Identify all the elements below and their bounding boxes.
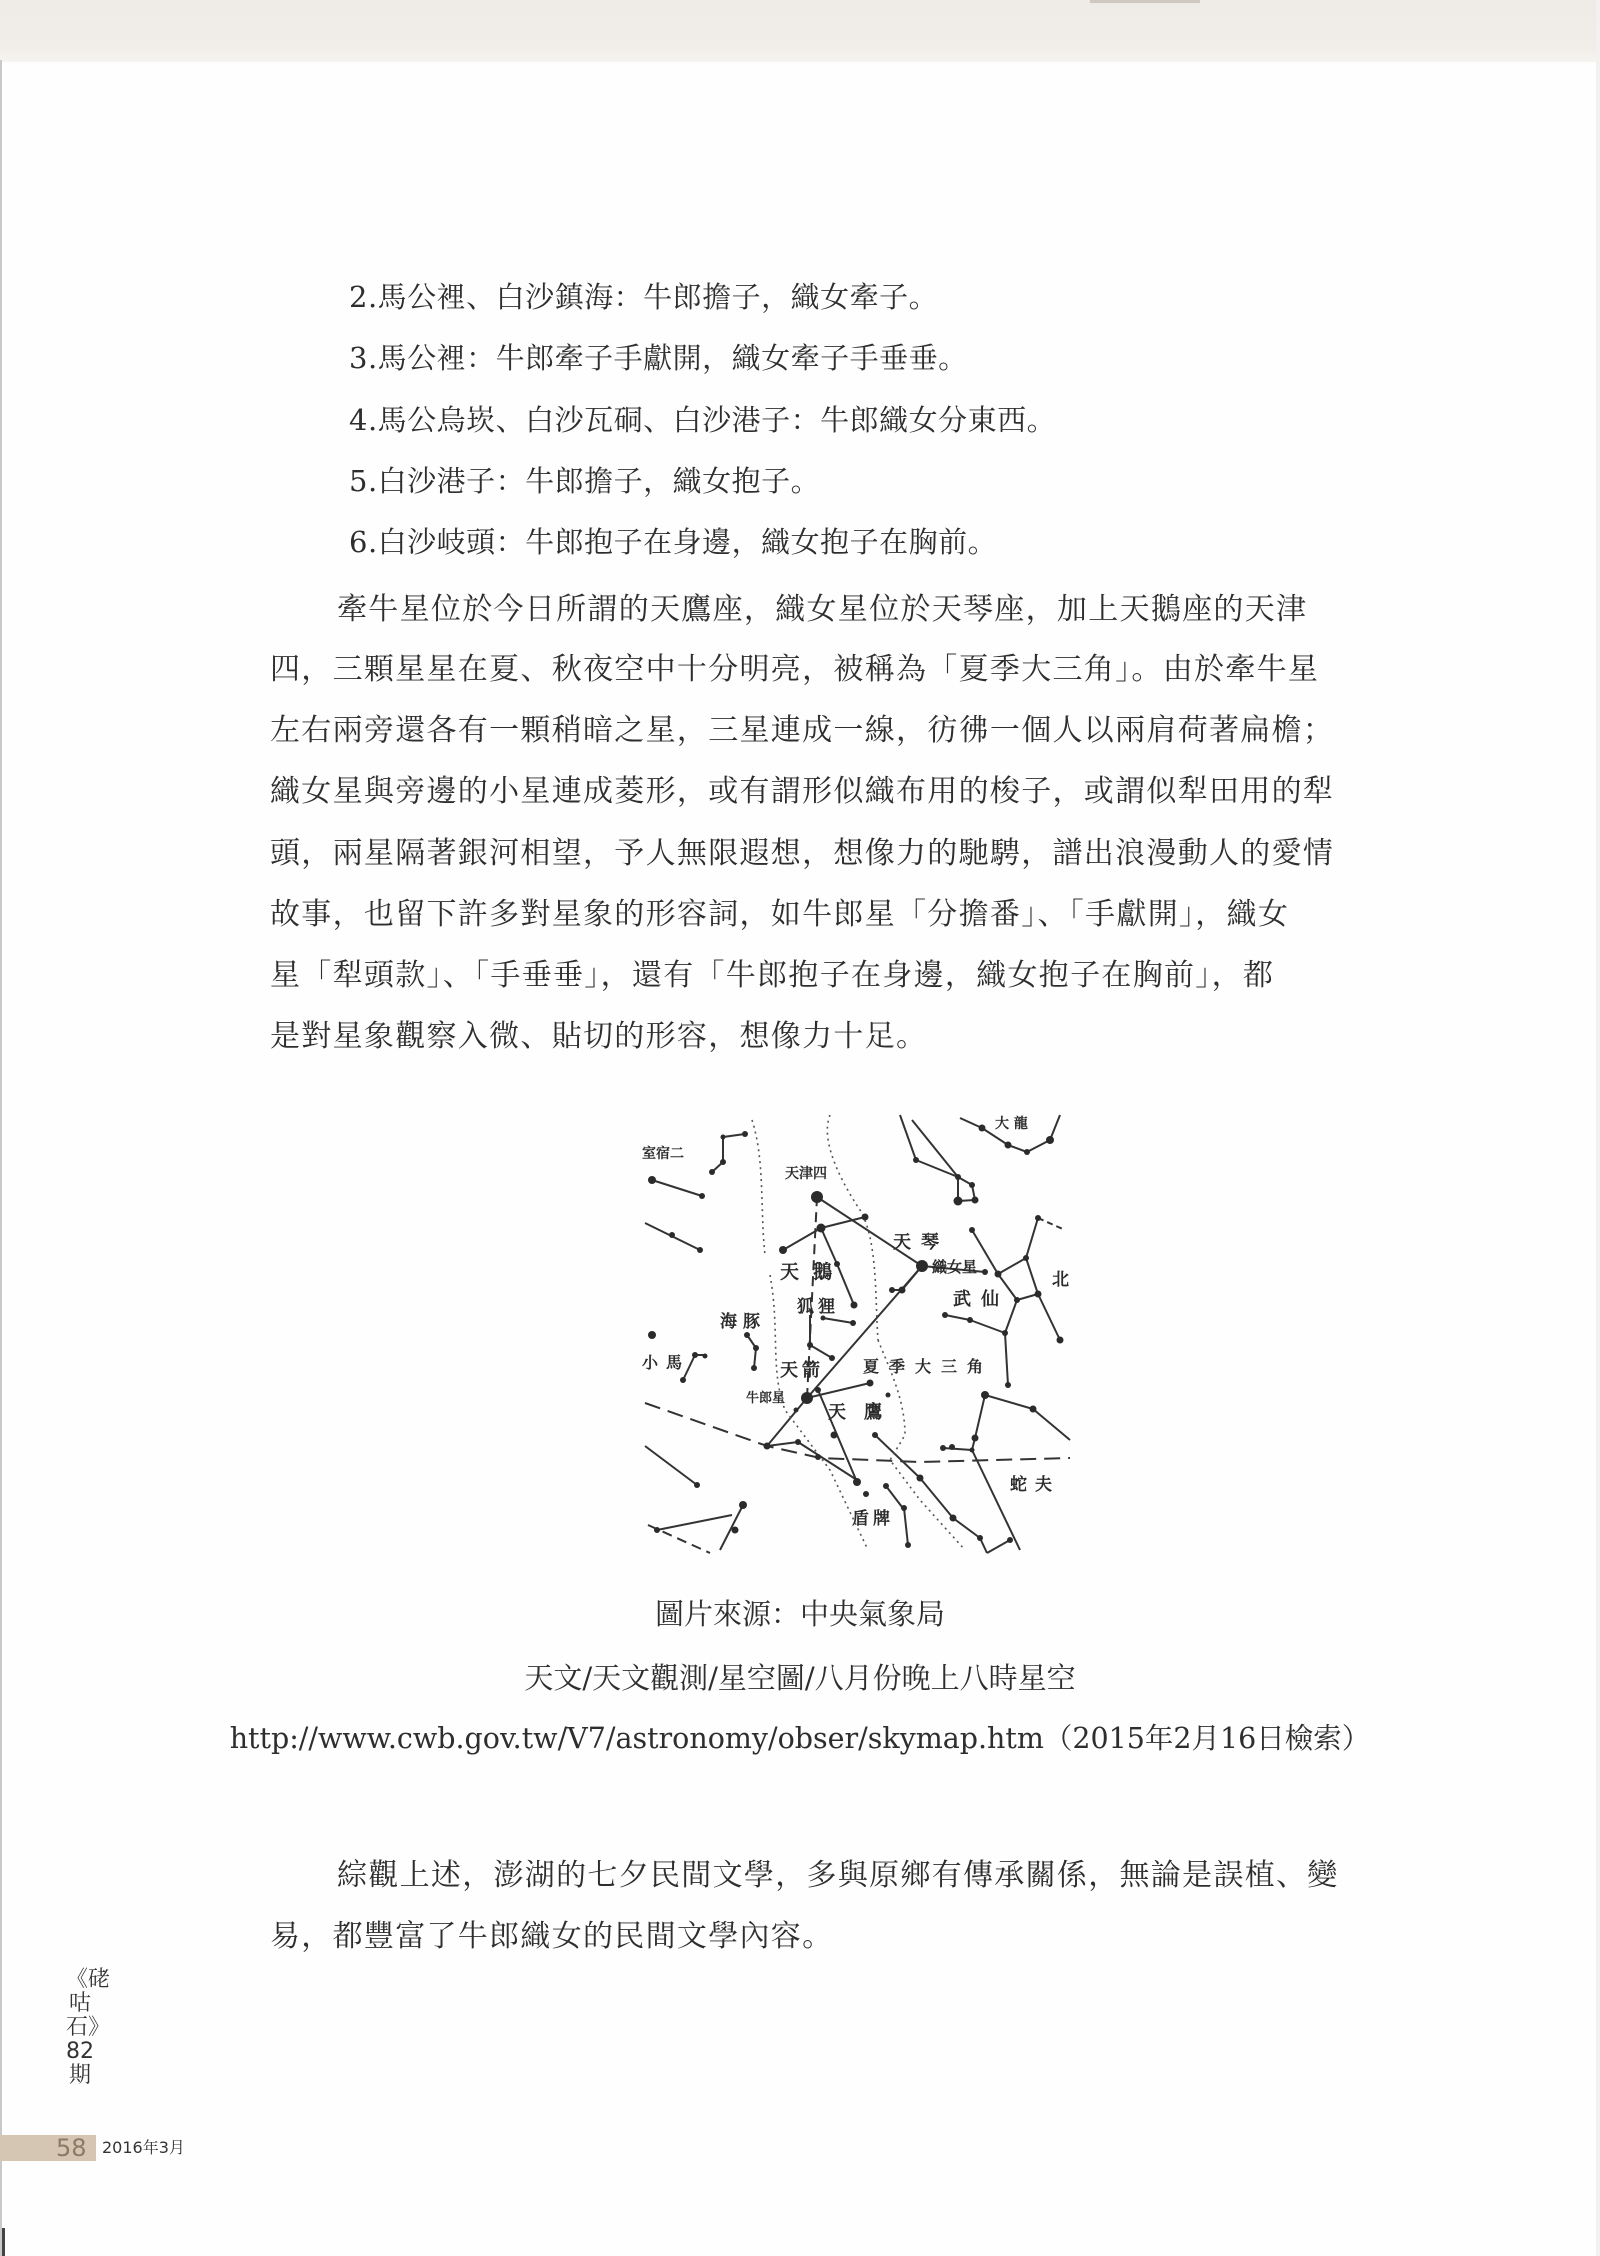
paragraph-line: 故事，也留下許多對星象的形容詞，如牛郎星「分擔番」、「手獻開」，織女	[270, 897, 1290, 932]
caption-url: http://www.cwb.gov.tw/V7/astronomy/obser/skymap.htm（2015年2月16日檢索）	[229, 1722, 1371, 1755]
label-scutum: 盾牌	[852, 1509, 894, 1529]
label-summer-triangle: 夏季大三角	[863, 1357, 994, 1376]
star-deneb	[811, 1191, 823, 1203]
paragraph-line: 是對星象觀察入微、貼切的形容，想像力十足。	[270, 1019, 928, 1054]
paragraph-line: 織女星與旁邊的小星連成菱形，或有謂形似織布用的梭子，或謂似犁田用的犁	[270, 774, 1335, 809]
label-equuleus: 小馬	[642, 1353, 691, 1372]
label-cygnus: 天鵝	[780, 1261, 847, 1283]
label-lyra: 天琴	[893, 1232, 949, 1253]
label-sagitta: 天箭	[780, 1360, 824, 1381]
paragraph-line: 綜觀上述，澎湖的七夕民間文學，多與原鄉有傳承關係，無論是誤植、變	[337, 1858, 1339, 1893]
label-vega: 織女星	[932, 1258, 978, 1276]
label-vulpecula: 狐狸	[797, 1297, 839, 1317]
caption-source: 圖片來源：中央氣象局	[654, 1597, 945, 1631]
star-vega	[916, 1260, 928, 1272]
paragraph-line: 星「犁頭款」、「手垂垂」，還有「牛郎抱子在身邊，織女抱子在胸前」，都	[270, 958, 1275, 993]
paragraph-line: 四，三顆星星在夏、秋夜空中十分明亮，被稱為「夏季大三角」。由於牽牛星	[270, 652, 1320, 687]
label-aquila: 天鷹	[828, 1402, 900, 1423]
list-item: 5.白沙港子：牛郎擔子，織女抱子。	[349, 464, 821, 498]
caption-path: 天文/天文觀測/星空圖/八月份晚上八時星空	[524, 1661, 1076, 1695]
page-top-band	[0, 0, 1600, 62]
list-item: 3.馬公裡：牛郎牽子手獻開，織女牽子手垂垂。	[349, 341, 968, 375]
label-draco: 大 龍	[995, 1116, 1028, 1132]
journal-title: 《硓咕石》82期	[66, 1967, 111, 2088]
list-item: 2.馬公裡、白沙鎮海：牛郎擔子，織女牽子。	[349, 280, 939, 314]
list-item: 4.馬公烏崁、白沙瓦硐、白沙港子：牛郎織女分東西。	[349, 403, 1057, 437]
page-number: 58	[56, 2134, 87, 2162]
star-altair	[801, 1392, 813, 1404]
label-altair: 牛郎星	[746, 1391, 786, 1406]
label-delphinus: 海豚	[720, 1312, 766, 1332]
scan-mark	[1090, 0, 1200, 3]
list-item: 6.白沙岐頭：牛郎抱子在身邊，織女抱子在胸前。	[349, 525, 998, 559]
page-left-edge	[0, 60, 2, 2256]
issue-date: 2016年3月	[102, 2138, 185, 2157]
paragraph-line: 易，都豐富了牛郎織女的民間文學內容。	[270, 1919, 834, 1954]
paragraph-line: 牽牛星位於今日所謂的天鷹座，織女星位於天琴座，加上天鵝座的天津	[337, 592, 1308, 627]
label-corona-borealis: 北	[1052, 1270, 1069, 1290]
paragraph-line: 左右兩旁還各有一顆稍暗之星，三星連成一線，彷彿一個人以兩肩荷著扁檐；	[270, 713, 1335, 748]
paragraph-line: 頭，兩星隔著銀河相望，予人無限遐想，想像力的馳騁，譜出浪漫動人的愛情	[270, 836, 1335, 871]
star-map-figure	[620, 1100, 1100, 1560]
label-ophiuchus: 蛇夫	[1010, 1475, 1060, 1495]
label-shixiu2: 室宿二	[642, 1146, 684, 1162]
stars	[648, 1125, 1064, 1549]
binding-mark	[2, 2228, 5, 2256]
label-deneb: 天津四	[785, 1166, 827, 1182]
label-hercules: 武仙	[953, 1289, 1009, 1310]
page-right-edge	[1596, 0, 1600, 2256]
